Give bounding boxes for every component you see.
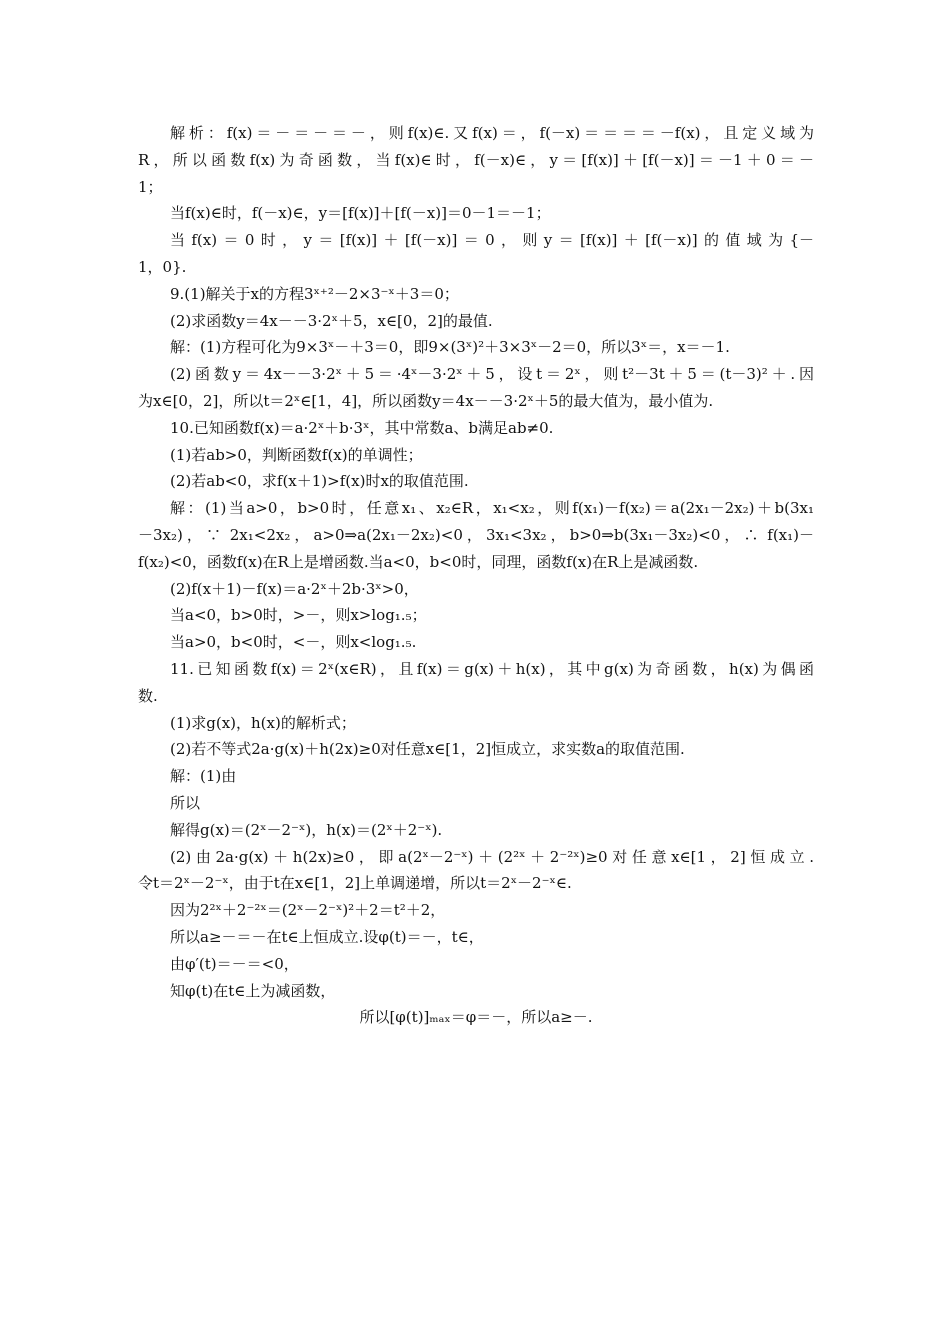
text-line: －3x₂)，∵ 2x₁<2x₂，a>0⇒a(2x₁－2x₂)<0，3x₁<3x₂，b>0⇒b(3x₁－3x₂)<0，∴ f(x₁)－	[138, 525, 814, 544]
text-line: 当a>0，b<0时，<－，则x<log₁.₅.	[170, 633, 417, 652]
text-line: 令t＝2ˣ－2⁻ˣ，由于t在x∈[1，2]上单调递增，所以t＝2ˣ－2⁻ˣ∈.	[138, 874, 572, 893]
text-line: R，所以函数f(x)为奇函数，当f(x)∈时，f(－x)∈，y＝[f(x)]＋[f(－x)]＝－1＋0＝－	[138, 150, 814, 169]
text-line: 由φ′(t)＝－＝<0，	[170, 954, 299, 973]
solution-text	[138, 120, 814, 1031]
text-line: 因为2²ˣ＋2⁻²ˣ＝(2ˣ－2⁻ˣ)²＋2＝t²＋2，	[170, 901, 446, 920]
text-line: 解：(1)由	[170, 767, 237, 786]
text-line: 解：(1)方程可化为9×3ˣ－＋3＝0，即9×(3ˣ)²＋3×3ˣ－2＝0，所以3ˣ＝，x＝－1.	[170, 338, 730, 357]
text-line: 当a<0，b>0时，>－，则x>log₁.₅；	[170, 606, 427, 625]
text-line: 所以a≥－＝－在t∈上恒成立.设φ(t)＝－，t∈，	[170, 927, 484, 946]
text-line: 11.已知函数f(x)＝2ˣ(x∈R)，且f(x)＝g(x)＋h(x)，其中g(x)为奇函数，h(x)为偶函	[170, 659, 814, 678]
text-line: (2)由2a·g(x)＋h(2x)≥0，即a(2ˣ－2⁻ˣ)＋(2²ˣ＋2⁻²ˣ)≥0对任意x∈[1，2]恒成立.	[170, 847, 814, 866]
text-line: (1)求g(x)，h(x)的解析式；	[170, 713, 356, 732]
text-line: (1)若ab>0，判断函数f(x)的单调性；	[170, 445, 423, 464]
text-line: 当f(x)＝0时，y＝[f(x)]＋[f(－x)]＝0，则y＝[f(x)]＋[f(－x)]的值域为{－	[170, 231, 814, 250]
text-line: 1，0}.	[138, 257, 187, 276]
text-line: 知φ(t)在t∈上为减函数，	[170, 981, 336, 1000]
text-line: 解：(1)当a>0，b>0时，任意x₁、x₂∈R，x₁<x₂，则f(x₁)－f(x₂)＝a(2x₁－2x₂)＋b(3x₁	[170, 499, 814, 518]
text-line: (2)求函数y＝4x－－3·2ˣ＋5，x∈[0，2]的最值.	[170, 311, 493, 330]
text-line: (2)f(x＋1)－f(x)＝a·2ˣ＋2b·3ˣ>0，	[170, 579, 419, 598]
text-line: 解析：f(x)＝－＝－＝－，则f(x)∈.又f(x)＝，f(－x)＝＝＝＝－f(x)，且定义域为	[170, 124, 814, 142]
text-line: 解得g(x)＝(2ˣ－2⁻ˣ)，h(x)＝(2ˣ＋2⁻ˣ).	[170, 820, 443, 839]
text-line: 1；	[138, 177, 163, 196]
text-line: 9.(1)解关于x的方程3ˣ⁺²－2×3⁻ˣ＋3＝0；	[170, 284, 459, 303]
text-line: 当f(x)∈时，f(－x)∈，y＝[f(x)]＋[f(－x)]＝0－1＝－1；	[170, 204, 551, 223]
text-line: 为x∈[0，2]，所以t＝2ˣ∈[1，4]，所以函数y＝4x－－3·2ˣ＋5的最大值为，最小值为.	[138, 391, 714, 410]
text-line: (2)若ab<0，求f(x＋1)>f(x)时x的取值范围.	[170, 472, 469, 491]
text-line: (2)若不等式2a·g(x)＋h(2x)≥0对任意x∈[1，2]恒成立，求实数a的取值范围.	[170, 740, 685, 759]
text-line: 所以	[170, 793, 201, 812]
text-line: 所以[φ(t)]ₘₐₓ＝φ＝－，所以a≥－.	[359, 1008, 593, 1027]
text-line: 数.	[138, 686, 158, 705]
text-line: f(x₂)<0，函数f(x)在R上是增函数.当a<0，b<0时，同理，函数f(x)在R上是减函数.	[138, 552, 699, 571]
text-line: (2)函数y＝4x－－3·2ˣ＋5＝·4ˣ－3·2ˣ＋5，设t＝2ˣ，则t²－3t＋5＝(t－3)²＋.因	[170, 365, 814, 384]
text-line: 10.已知函数f(x)＝a·2ˣ＋b·3ˣ，其中常数a、b满足ab≠0.	[170, 418, 554, 437]
